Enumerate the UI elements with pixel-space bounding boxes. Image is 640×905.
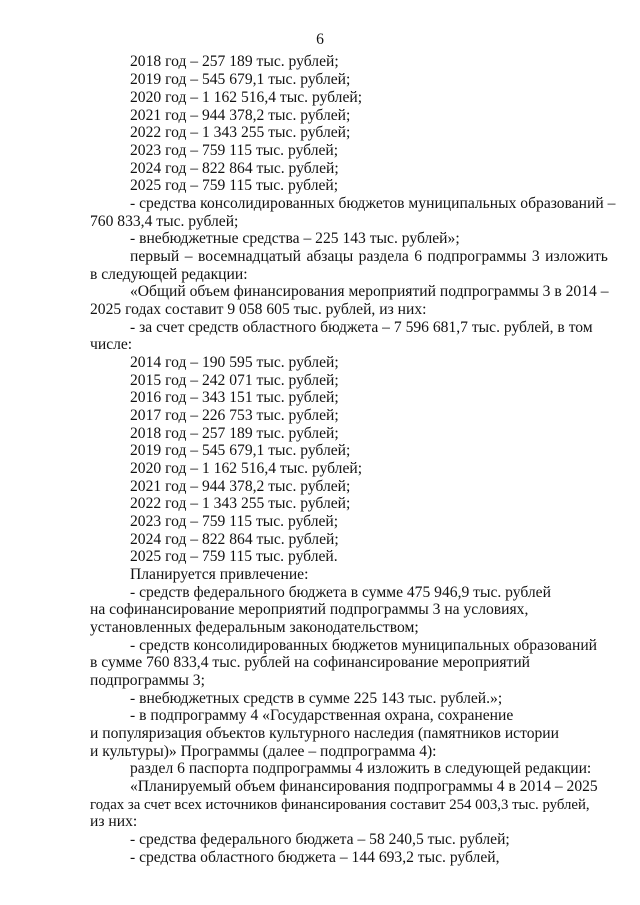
word: абзацы (306, 248, 354, 265)
text-line: - внебюджетных средств в сумме 225 143 тыс. рублей.»; (130, 690, 503, 707)
text-line: числе: (90, 336, 133, 353)
text-line: 2015 год – 242 071 тыс. рублей; (130, 372, 339, 389)
word: 3 (531, 248, 540, 265)
text-line: 2024 год – 822 864 тыс. рублей; (130, 160, 339, 177)
text-line: 2023 год – 759 115 тыс. рублей; (130, 513, 339, 530)
text-line: - средства областного бюджета – 144 693,2 тыс. рублей, (130, 849, 500, 866)
text-line: - за счет средств областного бюджета – 7 596 681,7 тыс. рублей, в том (130, 319, 593, 336)
text-line: 2019 год – 545 679,1 тыс. рублей; (130, 442, 351, 459)
text-line: раздел 6 паспорта подпрограммы 4 изложить в следующей редакции: (130, 760, 592, 777)
text-line: Планируется привлечение: (130, 566, 309, 583)
text-line: «Планируемый объем финансирования подпрограммы 4 в 2014 – 2025 (130, 778, 598, 795)
text-line: 2025 годах составит 9 058 605 тыс. рублей, из них: (90, 301, 427, 318)
text-line: и популяризация объектов культурного наследия (памятников истории (90, 725, 559, 742)
text-line: 2020 год – 1 162 516,4 тыс. рублей; (130, 89, 363, 106)
word: 6 (414, 248, 423, 265)
word: – (184, 248, 193, 265)
text-line: - средств федерального бюджета в сумме 475 946,9 тыс. рублей (130, 584, 551, 601)
text-line: 2021 год – 944 378,2 тыс. рублей; (130, 478, 351, 495)
text-line: и культуры)» Программы (далее – подпрограмма 4): (90, 743, 437, 760)
text-line: 2020 год – 1 162 516,4 тыс. рублей; (130, 460, 363, 477)
text-line: в следующей редакции: (90, 266, 248, 283)
text-line: установленных федеральным законодательством; (90, 619, 419, 636)
text-line: «Общий объем финансирования мероприятий подпрограммы 3 в 2014 – (130, 283, 609, 300)
text-line: в сумме 760 833,4 тыс. рублей на софинансирование мероприятий (90, 654, 531, 671)
text-line: на софинансирование мероприятий подпрограммы 3 на условиях, (90, 601, 529, 618)
text-line: - внебюджетные средства – 225 143 тыс. рублей»; (130, 230, 460, 247)
text-line: 2021 год – 944 378,2 тыс. рублей; (130, 107, 351, 124)
page-number: 6 (316, 31, 324, 48)
text-line: 2017 год – 226 753 тыс. рублей; (130, 407, 339, 424)
text-line: 2025 год – 759 115 тыс. рублей. (130, 548, 338, 565)
text-line: 2022 год – 1 343 255 тыс. рублей; (130, 124, 351, 141)
word: восемнадцатый (197, 248, 301, 265)
text-line (130, 248, 608, 266)
text-line: 2014 год – 190 595 тыс. рублей; (130, 354, 339, 371)
text-line: 2024 год – 822 864 тыс. рублей; (130, 531, 339, 548)
word: раздела (358, 248, 409, 265)
text-line: 2019 год – 545 679,1 тыс. рублей; (130, 71, 351, 88)
text-line: - средств консолидированных бюджетов муниципальных образований (130, 637, 598, 654)
text-line: 760 833,4 тыс. рублей; (90, 213, 239, 230)
text-line: 2025 год – 759 115 тыс. рублей; (130, 177, 339, 194)
text-line: 2018 год – 257 189 тыс. рублей; (130, 425, 339, 442)
word: подпрограммы (427, 248, 527, 265)
word: изложить (545, 248, 608, 265)
text-line: подпрограммы 3; (90, 672, 205, 689)
text-line: - в подпрограмму 4 «Государственная охрана, сохранение (130, 707, 514, 724)
text-line: 2016 год – 343 151 тыс. рублей; (130, 389, 339, 406)
text-line: 2023 год – 759 115 тыс. рублей; (130, 142, 339, 159)
text-line: годах за счет всех источников финансирования составит 254 003,3 тыс. рублей, (90, 797, 590, 813)
text-line: - средства федерального бюджета – 58 240,5 тыс. рублей; (130, 831, 510, 848)
text-line: из них: (90, 813, 138, 830)
text-line: 2022 год – 1 343 255 тыс. рублей; (130, 495, 351, 512)
text-line: 2018 год – 257 189 тыс. рублей; (130, 53, 339, 70)
word: первый (130, 248, 180, 265)
text-line: - средства консолидированных бюджетов муниципальных образований – (130, 195, 616, 212)
